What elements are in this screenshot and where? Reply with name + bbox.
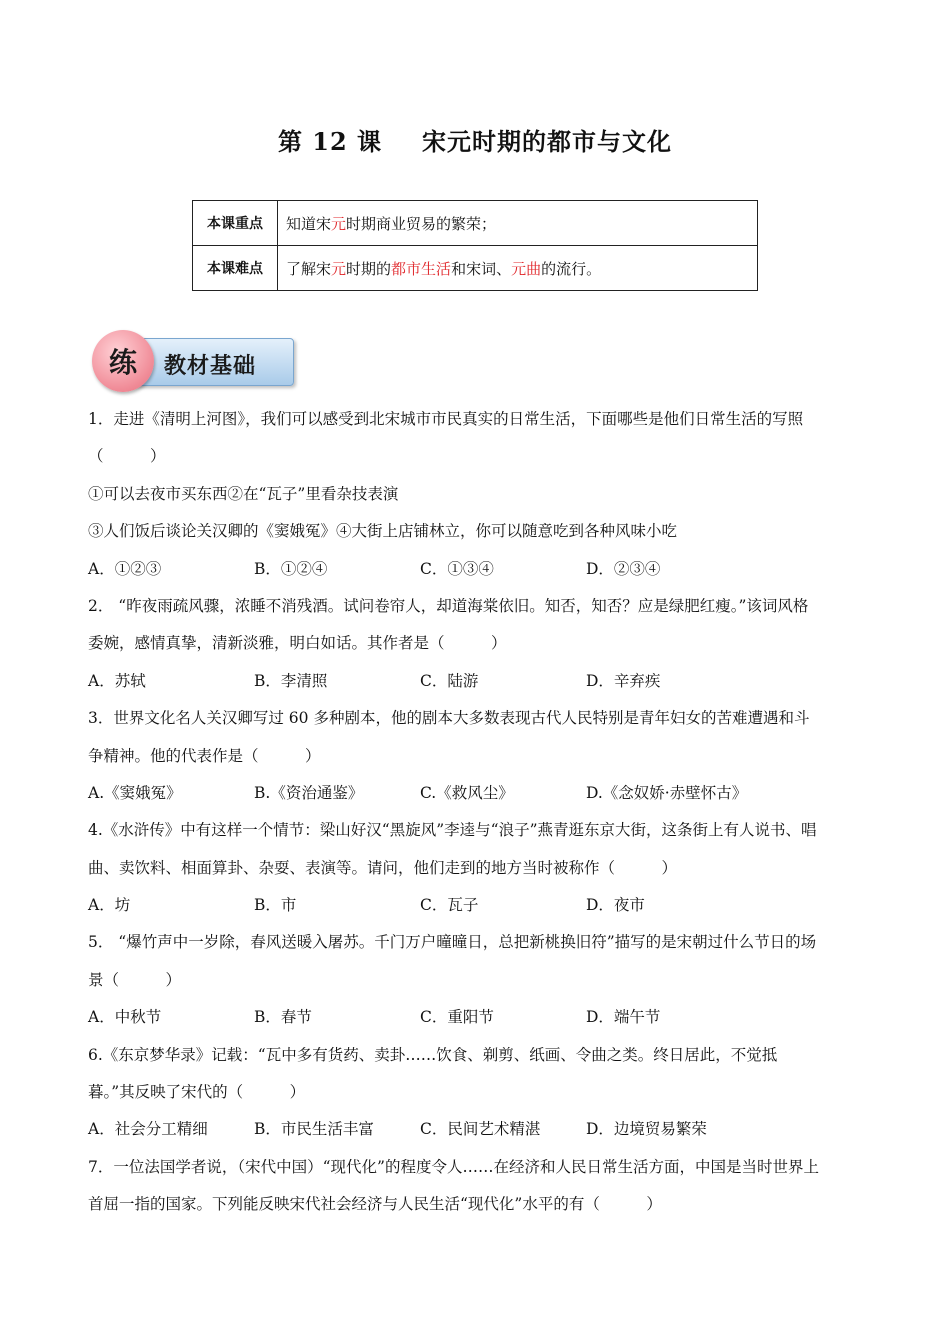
answer-option[interactable]: D．②③④ xyxy=(586,559,661,578)
difficulty-highlight: 元曲 xyxy=(511,259,542,278)
answer-options xyxy=(88,1003,868,1040)
question-text-line: 暮。”其反映了宋代的（ ） xyxy=(88,1083,306,1102)
question-block xyxy=(88,1153,868,1228)
page-title xyxy=(0,122,950,157)
difficulty-text xyxy=(278,246,758,291)
difficulty-part: 时期的 xyxy=(346,259,392,278)
answer-option[interactable]: A．中秋节 xyxy=(88,1008,162,1027)
question-block xyxy=(88,928,868,1040)
question-list xyxy=(88,405,868,1228)
banner-circle-badge: 练 xyxy=(92,330,154,392)
focus-highlight: 元 xyxy=(331,214,347,233)
question-text-line: 争精神。他的代表作是（ ） xyxy=(88,746,321,765)
question-text-line: ①可以去夜市买东西②在“瓦子”里看杂技表演 xyxy=(88,484,399,503)
focus-part: 时期商业贸易的繁荣； xyxy=(346,214,497,233)
answer-options xyxy=(88,555,868,592)
answer-options xyxy=(88,1115,868,1152)
focus-label: 本课重点 xyxy=(193,201,278,246)
answer-option[interactable]: B．李清照 xyxy=(254,671,328,690)
answer-option[interactable]: B．市民生活丰富 xyxy=(254,1120,374,1139)
key-points-table xyxy=(192,200,758,291)
question-text-line: 3．世界文化名人关汉卿写过 60 多种剧本，他的剧本大多数表现古代人民特别是青年妇女的苦难遭遇和斗 xyxy=(88,709,810,728)
question-text-line: 4.《水浒传》中有这样一个情节：梁山好汉“黑旋风”李逵与“浪子”燕青逛东京大街，这条街上有人说书、唱 xyxy=(88,821,817,840)
difficulty-row xyxy=(193,246,758,291)
focus-row xyxy=(193,201,758,246)
difficulty-part: 和宋词、 xyxy=(451,259,512,278)
answer-option[interactable]: C．瓦子 xyxy=(420,896,479,915)
answer-option[interactable]: B．市 xyxy=(254,896,297,915)
answer-option[interactable]: D．端午节 xyxy=(586,1008,661,1027)
difficulty-highlight: 元 xyxy=(331,259,347,278)
section-banner xyxy=(88,330,294,392)
answer-option[interactable]: C．①③④ xyxy=(420,559,494,578)
question-text-line: 景（ ） xyxy=(88,970,182,989)
answer-option[interactable]: C．民间艺术精湛 xyxy=(420,1120,541,1139)
answer-option[interactable]: A．①②③ xyxy=(88,559,162,578)
answer-option[interactable]: A.《窦娥冤》 xyxy=(88,783,182,802)
answer-option[interactable]: D.《念奴娇·赤壁怀古》 xyxy=(586,783,748,802)
answer-option[interactable]: D．辛弃疾 xyxy=(586,671,661,690)
focus-text xyxy=(278,201,758,246)
answer-option[interactable]: B.《资治通鉴》 xyxy=(254,783,364,802)
question-text-line: 委婉，感情真挚，清新淡雅，明白如话。其作者是（ ） xyxy=(88,634,507,653)
difficulty-label: 本课难点 xyxy=(193,246,278,291)
answer-option[interactable]: C．重阳节 xyxy=(420,1008,494,1027)
answer-option[interactable]: A．社会分工精细 xyxy=(88,1120,208,1139)
question-text-line: 6.《东京梦华录》记载：“瓦中多有货药、卖卦……饮食、剃剪、纸画、令曲之类。终日居此，不觉抵 xyxy=(88,1045,778,1064)
banner-title: 教材基础 xyxy=(164,354,257,379)
question-text-line: 5． “爆竹声中一岁除，春风送暖入屠苏。千门万户曈曈日，总把新桃换旧符”描写的是宋朝过什么节日的场 xyxy=(88,933,817,952)
question-text-line: （ ） xyxy=(88,447,166,466)
question-text-line: 7．一位法国学者说，（宋代中国）“现代化”的程度令人……在经济和人民日常生活方面，中国是当时世界上 xyxy=(88,1157,819,1176)
answer-option[interactable]: B．①②④ xyxy=(254,559,328,578)
question-text-line: 曲、卖饮料、相面算卦、杂耍、表演等。请问，他们走到的地方当时被称作（ ） xyxy=(88,858,678,877)
question-block xyxy=(88,405,868,592)
answer-options xyxy=(88,779,868,816)
lesson-number: 第 12 课 xyxy=(277,127,383,156)
difficulty-highlight: 都市生活 xyxy=(391,259,452,278)
focus-part: 知道宋 xyxy=(286,214,332,233)
difficulty-part: 了解宋 xyxy=(286,259,332,278)
question-text-line: 1．走进《清明上河图》，我们可以感受到北宋城市市民真实的日常生活，下面哪些是他们日常生活的写照 xyxy=(88,410,804,428)
answer-option[interactable]: A．坊 xyxy=(88,896,131,915)
question-text-line: 2． “昨夜雨疏风骤，浓睡不消残酒。试问卷帘人，却道海棠依旧。知否，知否？应是绿肥红瘦。”该词风格 xyxy=(88,596,809,615)
question-text-line: ③人们饭后谈论关汉卿的《窦娥冤》④大街上店铺林立，你可以随意吃到各种风味小吃 xyxy=(88,522,678,541)
answer-option[interactable]: C．陆游 xyxy=(420,671,479,690)
question-block xyxy=(88,704,868,816)
answer-option[interactable]: C.《救风尘》 xyxy=(420,783,514,802)
answer-option[interactable]: B．春节 xyxy=(254,1008,312,1027)
answer-options xyxy=(88,667,868,704)
answer-option[interactable]: D．边境贸易繁荣 xyxy=(586,1120,707,1139)
question-text-line: 首屈一指的国家。下列能反映宋代社会经济与人民生活“现代化”水平的有（ ） xyxy=(88,1195,662,1214)
answer-option[interactable]: D．夜市 xyxy=(586,896,645,915)
difficulty-part: 的流行。 xyxy=(541,259,602,278)
question-block xyxy=(88,592,868,704)
answer-options xyxy=(88,891,868,928)
question-block xyxy=(88,1041,868,1153)
answer-option[interactable]: A．苏轼 xyxy=(88,671,146,690)
question-block xyxy=(88,816,868,928)
lesson-name: 宋元时期的都市与文化 xyxy=(422,127,673,156)
